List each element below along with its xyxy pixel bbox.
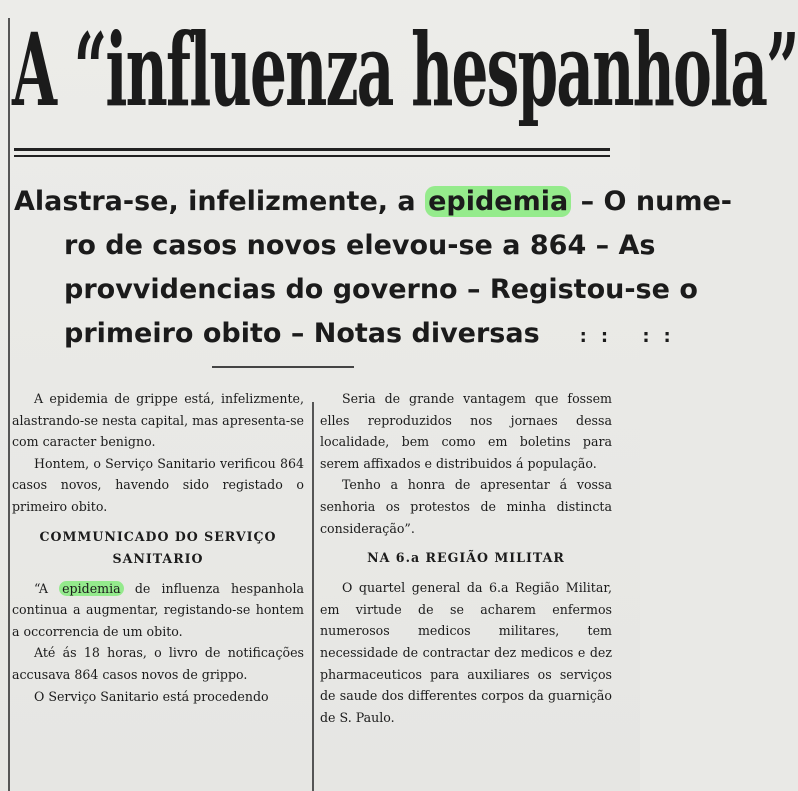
section-title-regiao-militar: NA 6.a REGIÃO MILITAR <box>367 550 565 566</box>
ornament-dots: :: :: <box>579 326 685 347</box>
right-paragraph-2: Tenho a honra de apresentar á vossa senhoria os protestos de minha distincta consideração”. <box>320 477 612 536</box>
highlighted-word-epidemia-body: epidemia <box>59 581 124 596</box>
headline-rule-bottom <box>14 155 610 157</box>
left-margin-rule <box>8 18 10 791</box>
subhead-line-4-text: primeiro obito – Notas diversas <box>64 318 540 349</box>
section-title-communicado <box>12 526 304 570</box>
column-divider <box>312 402 314 791</box>
subhead-line-3: provvidencias do governo – Registou-se o <box>64 274 698 305</box>
left-paragraph-1: A epidemia de grippe está, infelizmente, alastrando-se nesta capital, mas apresenta-se com caracter benigno. <box>12 391 304 450</box>
left-paragraph-3 <box>12 578 304 643</box>
subheadline <box>14 180 732 359</box>
highlighted-word-epidemia: epidemia <box>425 186 571 217</box>
headline-rule-top <box>14 148 610 151</box>
section-title-communicado-line-2: SANITARIO <box>112 550 204 566</box>
right-column <box>320 388 612 728</box>
left-column <box>12 388 304 707</box>
left-paragraph-2: Hontem, o Serviço Sanitario verificou 864 casos novos, havendo sido registado o primeiro obito. <box>12 455 304 514</box>
section-divider-rule <box>212 366 354 368</box>
headline: A “influenza hespanhola” <box>12 11 798 129</box>
left-paragraph-3-start: “A <box>34 580 60 596</box>
left-paragraph-5-cut: O Serviço Sanitario está procedendo <box>34 688 269 704</box>
subhead-line-2: ro de casos novos elevou-se a 864 – As <box>64 230 656 261</box>
section-title-communicado-line-1: COMMUNICADO DO SERVIÇO <box>39 528 277 544</box>
subhead-line-4 <box>14 312 685 359</box>
subhead-line-1 <box>14 180 732 224</box>
left-paragraph-4: Até ás 18 horas, o livro de notificações accusava 864 casos novos de grippo. <box>12 645 304 682</box>
left-paragraph-3-end: de influenza hespanhola continua a augmentar, registando-se hontem a occorrencia de um obito. <box>12 580 304 639</box>
subhead-line-1-end: – O nume- <box>571 186 732 217</box>
subhead-line-1-start: Alastra-se, infelizmente, a <box>14 186 426 217</box>
right-paragraph-1: Seria de grande vantagem que fossem elles reproduzidos nos jornaes dessa localidade, bem como em boletins para serem affixados e distribuidos á população. <box>320 391 612 471</box>
right-paragraph-3: O quartel general da 6.a Região Militar, em virtude de se acharem enfermos numerosos medicos militares, tem necessidade de contractar dez medicos e dez pharmaceuticos para auxiliares os serviços de saude dos differentes corpos da guarnição de S. Paulo. <box>320 580 612 725</box>
